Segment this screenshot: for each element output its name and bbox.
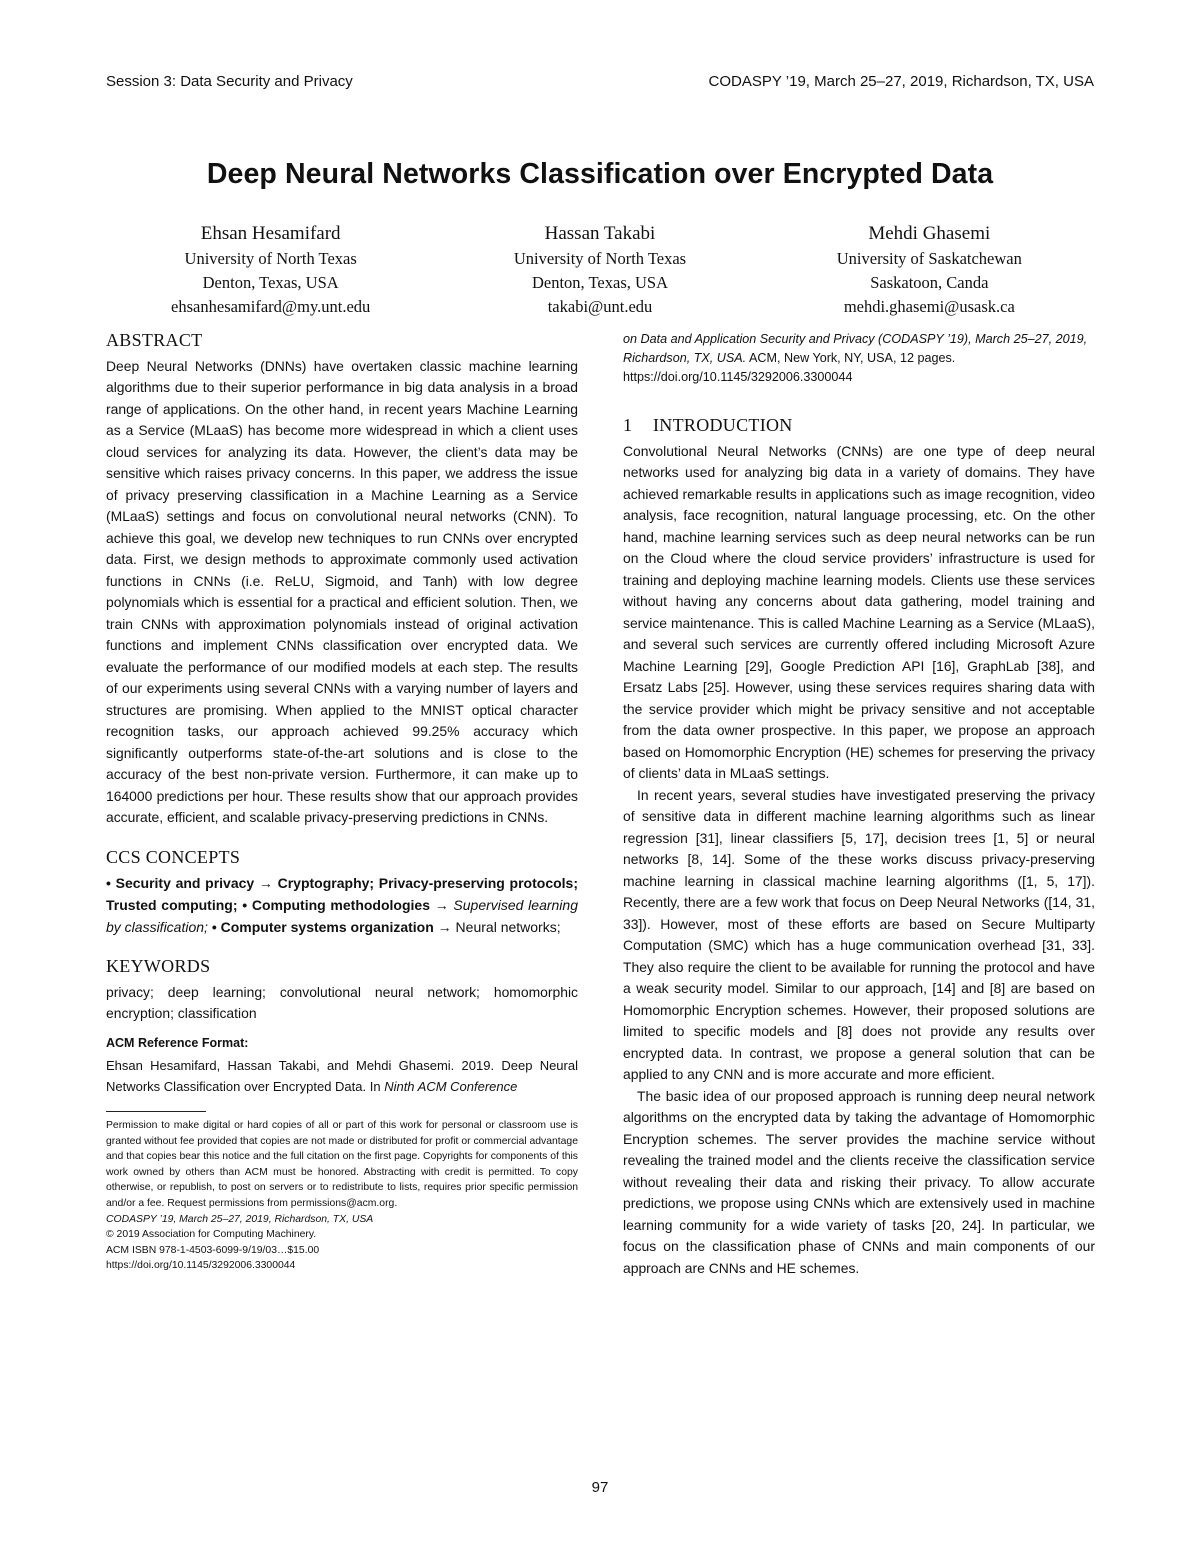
right-column [623, 330, 1095, 1279]
ccs-security: • Security and privacy → Cryptography; Privacy-preserving protocols; Trusted computing; [106, 875, 578, 913]
acm-reference-heading: ACM Reference Format: [106, 1035, 249, 1050]
keywords-heading: KEYWORDS [106, 956, 211, 976]
introduction-paragraph-2: In recent years, several studies have investigated preserving the privacy of sensitive data in different machine learning algorithms such as linear regression [31], linear classifiers [5, 17], decision trees [1, 5] or neural networks [8, 14]. Some of the these works discuss privacy-preserving machine learning in classical machine learning algorithms ([1, 5, 17]). Recently, there are a few work that focus on Deep Neural Networks ([14, 31, 33]). However, most of these efforts are based on Secure Multiparty Computation (SMC) which has a huge communication overhead [31, 33]. They also require the client to be available for running the protocol and have a weak security model. Similar to our approach, [14] and [8] are based on Homomorphic Encryption schemes. However, their proposed solutions are limited to specific models and [8] does not provide any results over encrypted data. In contrast, we propose a general solution that can be applied to any CNN and is more accurate and more efficient. [623, 786, 1095, 1082]
acm-reference-authors: Ehsan Hesamifard, Hassan Takabi, and Mehdi Ghasemi. 2019. Deep Neural Networks Classification over Encrypted Data. In [106, 1058, 578, 1094]
acm-reference-text [106, 1056, 578, 1097]
ccs-systems: • Computer systems organization [211, 919, 434, 935]
author-3 [765, 220, 1094, 319]
ccs-computing: • Computing methodologies [242, 897, 430, 913]
author-1 [106, 220, 435, 319]
section-title: INTRODUCTION [653, 415, 793, 435]
page-number: 97 [591, 1479, 609, 1496]
acm-reference-rest[interactable]: ACM, New York, NY, USA, 12 pages. https://doi.org/10.1145/3292006.3300044 [623, 351, 956, 384]
abstract-text: Deep Neural Networks (DNNs) have overtaken classic machine learning algorithms due to their superior performance in big data analysis in a broad range of applications. On the other hand, in recent years Machine Learning as a Service (MLaaS) has become more widespread in which a client uses cloud services for analyzing its data. However, the client’s data may be sensitive which raises privacy concerns. In this paper, we address the issue of privacy preserving classification in a Machine Learning as a Service (MLaaS) settings and focus on convolutional neural networks (CNN). To achieve this goal, we develop new techniques to run CNNs over encrypted data. First, we design methods to approximate commonly used activation functions in CNNs (i.e. ReLU, Sigmoid, and Tanh) with low degree polynomials which is essential for a practical and efficient solution. Then, we train CNNs with approximation polynomials instead of original activation functions and implement CNNs classification over encrypted data. We evaluate the performance of our modified models at each step. The results of our experiments using several CNNs with a varying number of layers and structures are promising. When applied to the MNIST optical character recognition tasks, our approach achieved 99.25% accuracy which significantly outperforms state-of-the-art solutions and is close to the accuracy of the best non-private version. Furthermore, it can make up to 164000 predictions per hour. These results show that our approach provides accurate, efficient, and scalable privacy-preserving predictions in CNNs. [106, 357, 578, 825]
ccs-heading: CCS CONCEPTS [106, 846, 241, 867]
author-email[interactable]: ehsanhesamifard@my.unt.edu [171, 297, 371, 316]
author-2 [435, 220, 764, 319]
footnote-rule [106, 1111, 206, 1112]
running-header-session: Session 3: Data Security and Privacy [106, 73, 353, 90]
introduction-heading [623, 415, 1095, 437]
author-affiliation: University of North Texas [513, 249, 687, 268]
permission-doi[interactable]: https://doi.org/10.1145/3292006.3300044 [106, 1260, 296, 1272]
left-column [106, 330, 578, 1274]
author-location: Denton, Texas, USA [202, 273, 339, 292]
acm-reference-venue-start: Ninth ACM Conference [384, 1078, 518, 1094]
section-number: 1 [623, 415, 633, 435]
author-name: Ehsan Hesamifard [200, 223, 341, 244]
author-email[interactable]: takabi@unt.edu [547, 297, 653, 316]
abstract-heading: ABSTRACT [106, 330, 203, 350]
author-block [106, 220, 1094, 319]
permission-isbn: ACM ISBN 978-1-4503-6099-9/19/03…$15.00 [106, 1244, 320, 1256]
author-name: Hassan Takabi [544, 223, 656, 244]
keywords-text: privacy; deep learning; convolutional neural network; homomorphic encryption; classification [106, 983, 578, 1021]
acm-reference-venue-cont: on Data and Application Security and Privacy (CODASPY ’19), March 25–27, 2019, Richardson, TX, USA. [623, 332, 1088, 365]
ccs-neural: → Neural networks; [437, 919, 561, 935]
acm-reference-continued [623, 330, 1095, 387]
author-affiliation: University of Saskatchewan [836, 249, 1022, 268]
author-name: Mehdi Ghasemi [868, 223, 991, 244]
running-header-conference: CODASPY ’19, March 25–27, 2019, Richardson, TX, USA [708, 73, 1094, 90]
ccs-concepts-text [106, 872, 578, 938]
permission-conference: CODASPY ’19, March 25–27, 2019, Richardson, TX, USA [106, 1213, 374, 1225]
author-location: Saskatoon, Canda [870, 273, 989, 292]
permission-copyright: © 2019 Association for Computing Machinery. [106, 1229, 317, 1241]
paper-title: Deep Neural Networks Classification over Encrypted Data [206, 158, 994, 190]
author-email[interactable]: mehdi.ghasemi@usask.ca [843, 297, 1015, 316]
author-affiliation: University of North Texas [184, 249, 357, 268]
introduction-paragraph-1: Convolutional Neural Networks (CNNs) are one type of deep neural networks used for analyzing big data in a variety of domains. They have achieved remarkable results in applications such as image recognition, video analysis, face recognition, natural language processing, etc. On the other hand, machine learning services such as deep neural networks can be run on the Cloud where the cloud service providers’ infrastructure is used for training and deploying machine learning models. Clients use these services without having any concerns about data gathering, model training and service maintenance. This is called Machine Learning as a Service (MLaaS), and several such services are currently offered including Microsoft Azure Machine Learning [29], Google Prediction API [16], GraphLab [38], and Ersatz Labs [25]. However, using these services requires sharing data with the service provider which might be privacy sensitive and not acceptable from the data owner prospective. In this paper, we propose an approach based on Homomorphic Encryption (HE) schemes for preserving the privacy of clients’ data in MLaaS settings. [623, 442, 1095, 781]
author-location: Denton, Texas, USA [531, 273, 668, 292]
ccs-supervised: → Supervised learning by classification; [106, 897, 578, 935]
permission-text: Permission to make digital or hard copies of all or part of this work for personal or classroom use is granted without fee provided that copies are not made or distributed for profit or commercial advantage and that copies bear this notice and the full citation on the first page. Copyrights for components of this work owned by others than ACM must be honored. Abstracting with credit is permitted. To copy otherwise, or republish, to post on servers or to redistribute to lists, requires prior specific permission and/or a fee. Request permissions from permissions@acm.org. [106, 1120, 578, 1209]
introduction-paragraph-3: The basic idea of our proposed approach is running deep neural network algorithms on the encrypted data by taking the advantage of Homomorphic Encryption schemes. The server provides the machine service without revealing the trained model and the clients receive the classification service without revealing their data and risking their privacy. To allow accurate predictions, we propose using CNNs which are extensively used in machine learning community for a wide variety of tasks [20, 24]. In particular, we focus on the classification phase of CNNs and main components of our approach are CNNs and HE schemes. [623, 1087, 1095, 1276]
permission-notice [106, 1118, 578, 1274]
